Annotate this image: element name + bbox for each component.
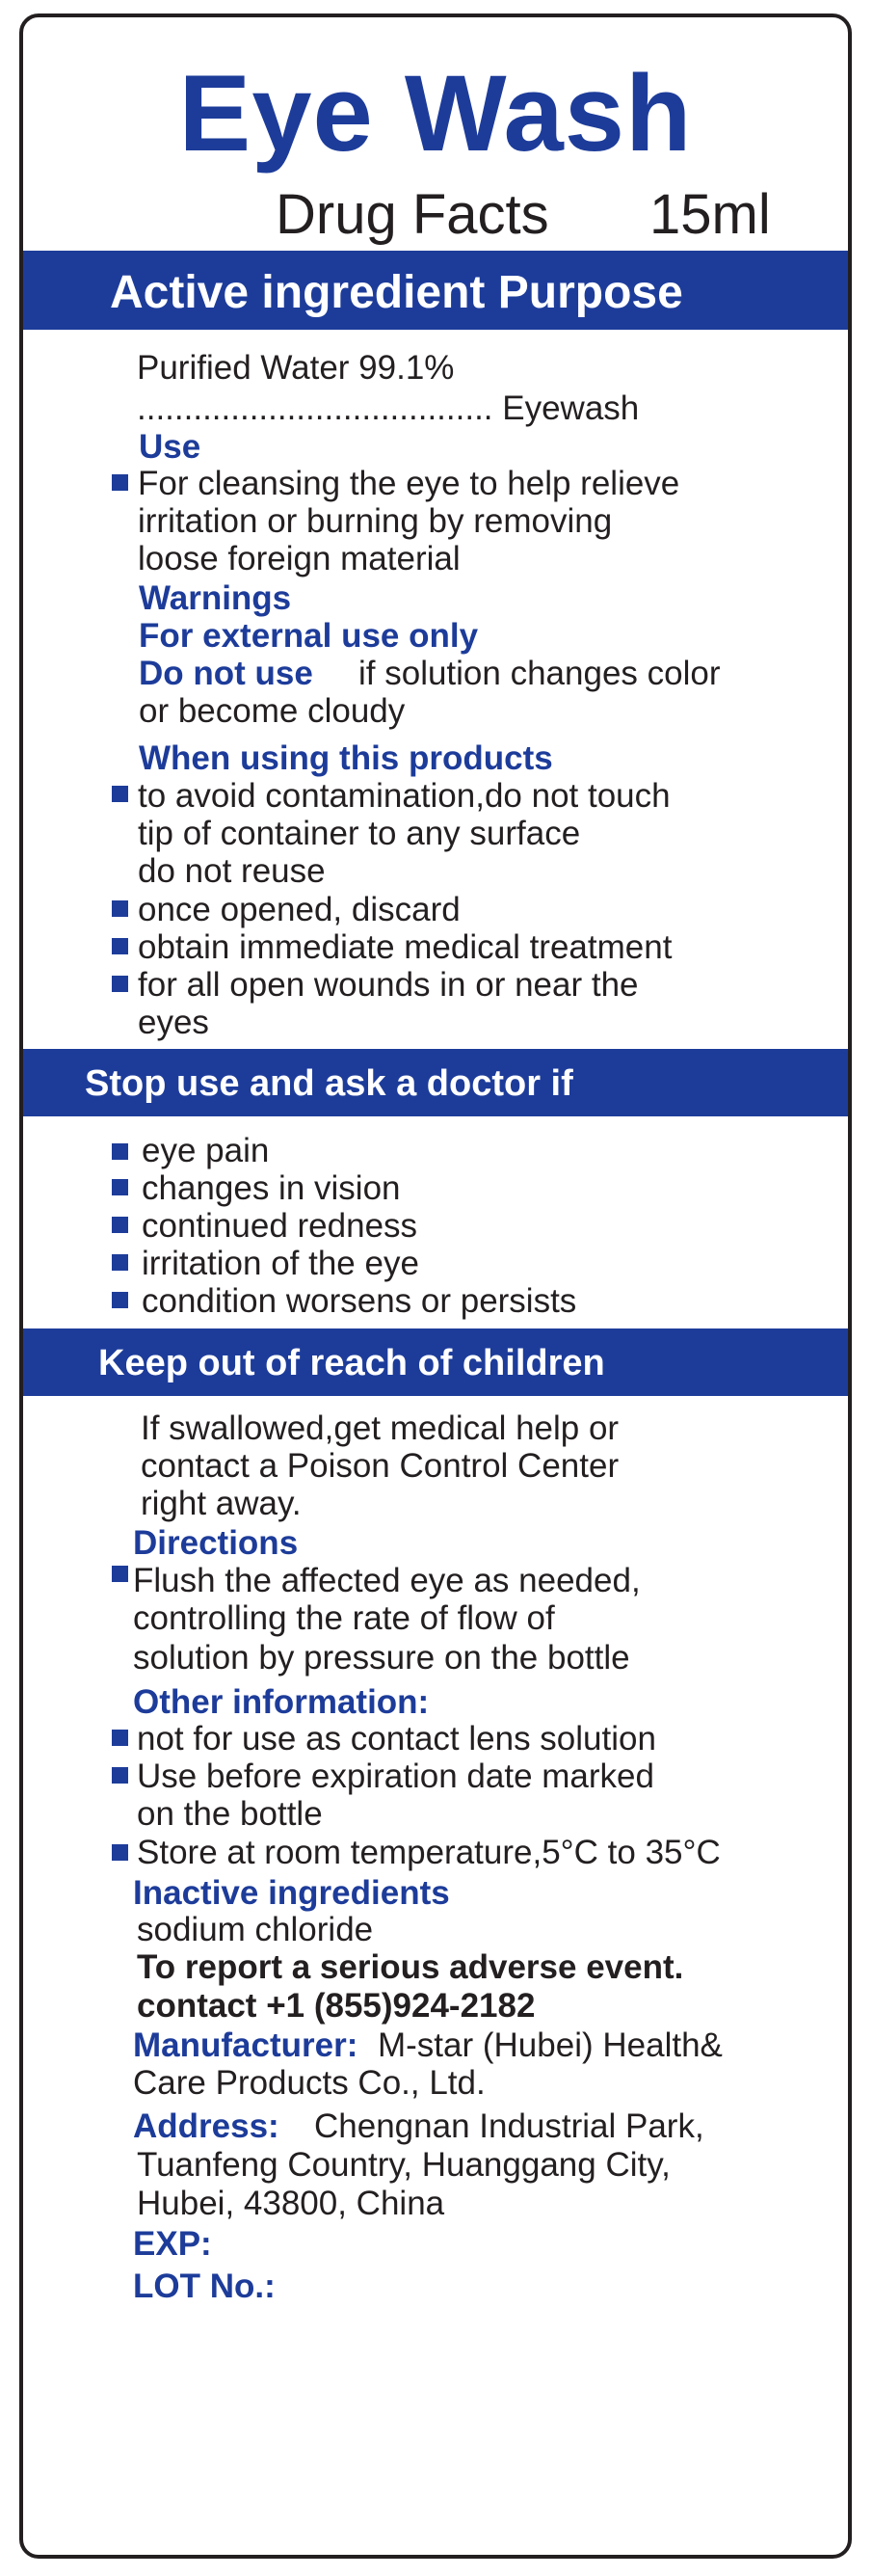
do-not-use-text: if solution changes color [358, 655, 721, 692]
bullet-icon [112, 474, 128, 491]
bullet-icon [112, 1566, 128, 1582]
do-not-use-label: Do not use [139, 655, 313, 692]
when-using-line: do not reuse [138, 852, 326, 890]
when-using-line: once opened, discard [138, 891, 461, 928]
keep-out-bar [23, 1328, 848, 1396]
bullet-icon [112, 1254, 128, 1271]
report-phone: contact +1 (855)924-2182 [137, 1987, 536, 2025]
stop-use-item: irritation of the eye [142, 1245, 419, 1282]
bullet-icon [112, 1217, 128, 1233]
bullet-icon [112, 786, 128, 802]
use-heading: Use [139, 428, 201, 466]
other-info-line: Store at room temperature,5°C to 35°C [137, 1834, 721, 1871]
address-line: Tuanfeng Country, Huanggang City, [137, 2146, 671, 2184]
other-info-heading: Other information: [133, 1683, 430, 1721]
bullet-icon [112, 976, 128, 992]
use-line: For cleansing the eye to help relieve [138, 465, 680, 502]
directions-line: solution by pressure on the bottle [133, 1639, 630, 1677]
directions-line: Flush the affected eye as needed, [133, 1562, 641, 1599]
when-using-line: to avoid contamination,do not touch [138, 777, 671, 815]
when-using-line: eyes [138, 1004, 209, 1041]
use-line: irritation or burning by removing [138, 502, 613, 540]
other-info-line: on the bottle [137, 1795, 323, 1833]
other-info-line: Use before expiration date marked [137, 1758, 654, 1795]
warnings-heading: Warnings [139, 579, 292, 617]
bullet-icon [112, 900, 128, 917]
when-using-line: tip of container to any surface [138, 815, 581, 852]
directions-heading: Directions [133, 1524, 299, 1562]
when-using-heading: When using this products [139, 739, 553, 777]
bullet-icon [112, 1292, 128, 1308]
manufacturer-name: Care Products Co., Ltd. [133, 2064, 486, 2102]
do-not-use-text: or become cloudy [139, 692, 406, 730]
active-purpose: ...................................... Eyewash [137, 389, 640, 427]
drug-facts-label [19, 13, 852, 2559]
active-ingredient-bar [23, 251, 848, 330]
manufacturer-label: Manufacturer: [133, 2026, 358, 2064]
product-title: Eye Wash [178, 53, 693, 174]
exp-label: EXP: [133, 2225, 212, 2263]
volume: 15ml [649, 183, 771, 246]
drug-facts-subtitle: Drug Facts [276, 183, 549, 246]
active-ingredient-heading: Active ingredient Purpose [110, 267, 683, 318]
report-line: To report a serious adverse event. [137, 1948, 684, 1986]
stop-use-heading: Stop use and ask a doctor if [85, 1063, 573, 1104]
stop-use-item: continued redness [142, 1207, 418, 1245]
bullet-icon [112, 1730, 128, 1746]
directions-line: controlling the rate of flow of [133, 1599, 555, 1637]
when-using-line: for all open wounds in or near the [138, 966, 639, 1004]
keep-out-line: If swallowed,get medical help or [141, 1409, 620, 1447]
manufacturer-name: M-star (Hubei) Health& [378, 2026, 723, 2064]
other-info-line: not for use as contact lens solution [137, 1720, 656, 1758]
lot-label: LOT No.: [133, 2267, 276, 2305]
stop-use-item: changes in vision [142, 1169, 401, 1207]
bullet-icon [112, 1143, 128, 1160]
address-label: Address: [133, 2107, 279, 2145]
external-use-warning: For external use only [139, 617, 479, 655]
stop-use-item: condition worsens or persists [142, 1282, 577, 1320]
use-line: loose foreign material [138, 540, 461, 577]
bullet-icon [112, 1767, 128, 1784]
when-using-line: obtain immediate medical treatment [138, 928, 673, 966]
bullet-icon [112, 1179, 128, 1195]
stop-use-item: eye pain [142, 1132, 270, 1169]
stop-use-bar [23, 1049, 848, 1116]
inactive-ingredients: sodium chloride [137, 1911, 374, 1948]
inactive-heading: Inactive ingredients [133, 1874, 450, 1912]
bullet-icon [112, 1844, 128, 1861]
address-line: Hubei, 43800, China [137, 2185, 445, 2222]
bullet-icon [112, 938, 128, 954]
keep-out-line: contact a Poison Control Center [141, 1447, 620, 1485]
keep-out-heading: Keep out of reach of children [98, 1343, 605, 1383]
address-line: Chengnan Industrial Park, [314, 2107, 704, 2145]
active-ingredient: Purified Water 99.1% [137, 349, 455, 387]
keep-out-line: right away. [141, 1485, 302, 1522]
